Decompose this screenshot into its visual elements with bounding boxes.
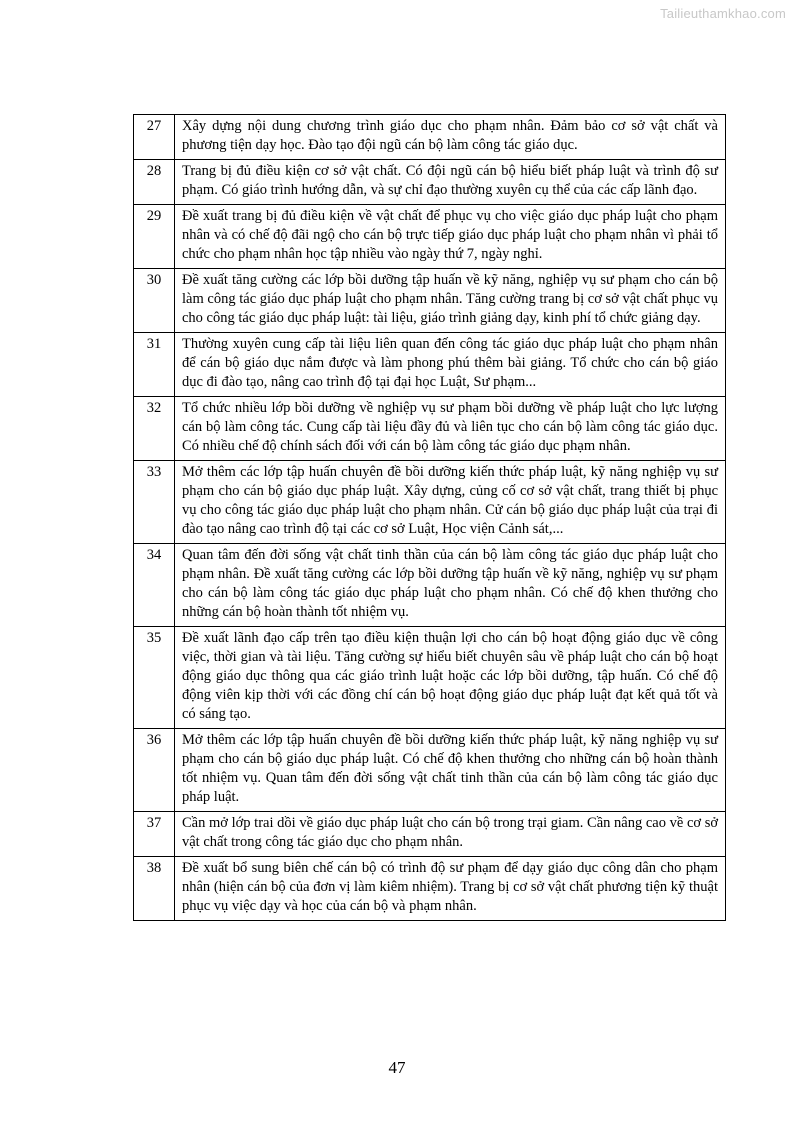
row-number: 35 [134,627,175,729]
row-text: Mở thêm các lớp tập huấn chuyên đề bồi dưỡng kiến thức pháp luật, kỹ năng nghiệp vụ sư phạm cho cán bộ giáo dục pháp luật. Xây dựng, củng cố cơ sở vật chất, trang thiết bị phục vụ cho công tác giáo dục pháp luật cho phạm nhân. Cử cán bộ giáo dục pháp luật của trại đi đào tạo nâng cao trình độ tại các cơ sở Luật, Học viện Cảnh sát,... [175,461,726,544]
table-row [134,729,726,812]
table-row [134,544,726,627]
row-number: 36 [134,729,175,812]
row-text: Thường xuyên cung cấp tài liệu liên quan đến công tác giáo dục pháp luật cho phạm nhân để cán bộ giáo dục nắm được và làm phong phú thêm bài giảng. Tổ chức cho cán bộ giáo dục đi đào tạo, nâng cao trình độ tại đại học Luật, Sư phạm... [175,333,726,397]
table-row [134,205,726,269]
table-row [134,269,726,333]
row-text: Trang bị đủ điều kiện cơ sở vật chất. Có đội ngũ cán bộ hiểu biết pháp luật và trình độ sư phạm. Có giáo trình hướng dẫn, và sự chỉ đạo thường xuyên cụ thể của các cấp lãnh đạo. [175,160,726,205]
row-text: Cần mở lớp trai dồi về giáo dục pháp luật cho cán bộ trong trại giam. Cần nâng cao về cơ sở vật chất trong công tác giáo dục cho phạm nhân. [175,812,726,857]
row-number: 32 [134,397,175,461]
table-row [134,160,726,205]
table-row [134,333,726,397]
row-text: Đề xuất trang bị đủ điều kiện về vật chất để phục vụ cho việc giáo dục pháp luật cho phạm nhân và có chế độ đãi ngộ cho cán bộ trực tiếp giáo dục pháp luật cho phạm nhân vì phải tổ chức cho phạm nhân học tập nhiều vào ngày thứ 7, ngày nghỉ. [175,205,726,269]
table-row [134,857,726,921]
row-number: 33 [134,461,175,544]
survey-table-body [134,115,726,921]
row-number: 34 [134,544,175,627]
row-text: Quan tâm đến đời sống vật chất tinh thần của cán bộ làm công tác giáo dục pháp luật cho phạm nhân. Đề xuất tăng cường các lớp bồi dưỡng tập huấn về kỹ năng, nghiệp vụ sư phạm cho cán bộ làm công tác giáo dục pháp luật cho phạm nhân. Có chế độ khen thưởng cho những cán bộ hoàn thành tốt nhiệm vụ. [175,544,726,627]
row-text: Mở thêm các lớp tập huấn chuyên đề bồi dưỡng kiến thức pháp luật, kỹ năng nghiệp vụ sư phạm cho cán bộ giáo dục pháp luật. Có chế độ khen thưởng cho những cán bộ hoàn thành tốt nhiệm vụ. Quan tâm đến đời sống vật chất tinh thần của cán bộ làm công tác giáo dục pháp luật. [175,729,726,812]
table-row [134,812,726,857]
row-number: 28 [134,160,175,205]
table-row [134,461,726,544]
page-number: 47 [388,1058,406,1077]
row-text: Đề xuất lãnh đạo cấp trên tạo điều kiện thuận lợi cho cán bộ hoạt động giáo dục về công việc, thời gian và tài liệu. Tăng cường sự hiểu biết chuyên sâu về pháp luật cho cán bộ hoạt động giáo dục thông qua các giáo trình luật hoặc các lớp bồi dưỡng, tập huấn. Có chế độ động viên kịp thời với các đồng chí cán bộ hoạt động giáo dục pháp luật đạt kết quả tốt và có sáng tạo. [175,627,726,729]
row-number: 29 [134,205,175,269]
row-number: 37 [134,812,175,857]
row-number: 27 [134,115,175,160]
row-number: 30 [134,269,175,333]
row-number: 31 [134,333,175,397]
table-row [134,115,726,160]
table-row [134,627,726,729]
row-text: Tổ chức nhiều lớp bồi dưỡng về nghiệp vụ sư phạm bồi dưỡng về pháp luật cho lực lượng cán bộ làm công tác. Cung cấp tài liệu đầy đủ và liên tục cho cán bộ làm công tác giáo dục. Có nhiều chế độ chính sách đối với cán bộ làm công tác giáo dục phạm nhân. [175,397,726,461]
row-text: Đề xuất tăng cường các lớp bồi dưỡng tập huấn về kỹ năng, nghiệp vụ sư phạm cho cán bộ làm công tác giáo dục pháp luật cho phạm nhân. Tăng cường trang bị cơ sở vật chất phục vụ cho công tác giáo dục pháp luật: tài liệu, giáo trình giảng dạy, kinh phí tổ chức giảng dạy. [175,269,726,333]
survey-table [133,114,726,921]
table-row [134,397,726,461]
row-number: 38 [134,857,175,921]
row-text: Xây dựng nội dung chương trình giáo dục cho phạm nhân. Đảm bảo cơ sở vật chất và phương tiện dạy học. Đào tạo đội ngũ cán bộ làm công tác giáo dục. [175,115,726,160]
watermark: Tailieuthamkhao.com [660,6,786,21]
row-text: Đề xuất bổ sung biên chế cán bộ có trình độ sư phạm để dạy giáo dục công dân cho phạm nhân (hiện cán bộ của đơn vị làm kiêm nhiệm). Trang bị cơ sở vật chất phương tiện kỹ thuật phục vụ việc dạy và học của cán bộ và phạm nhân. [175,857,726,921]
